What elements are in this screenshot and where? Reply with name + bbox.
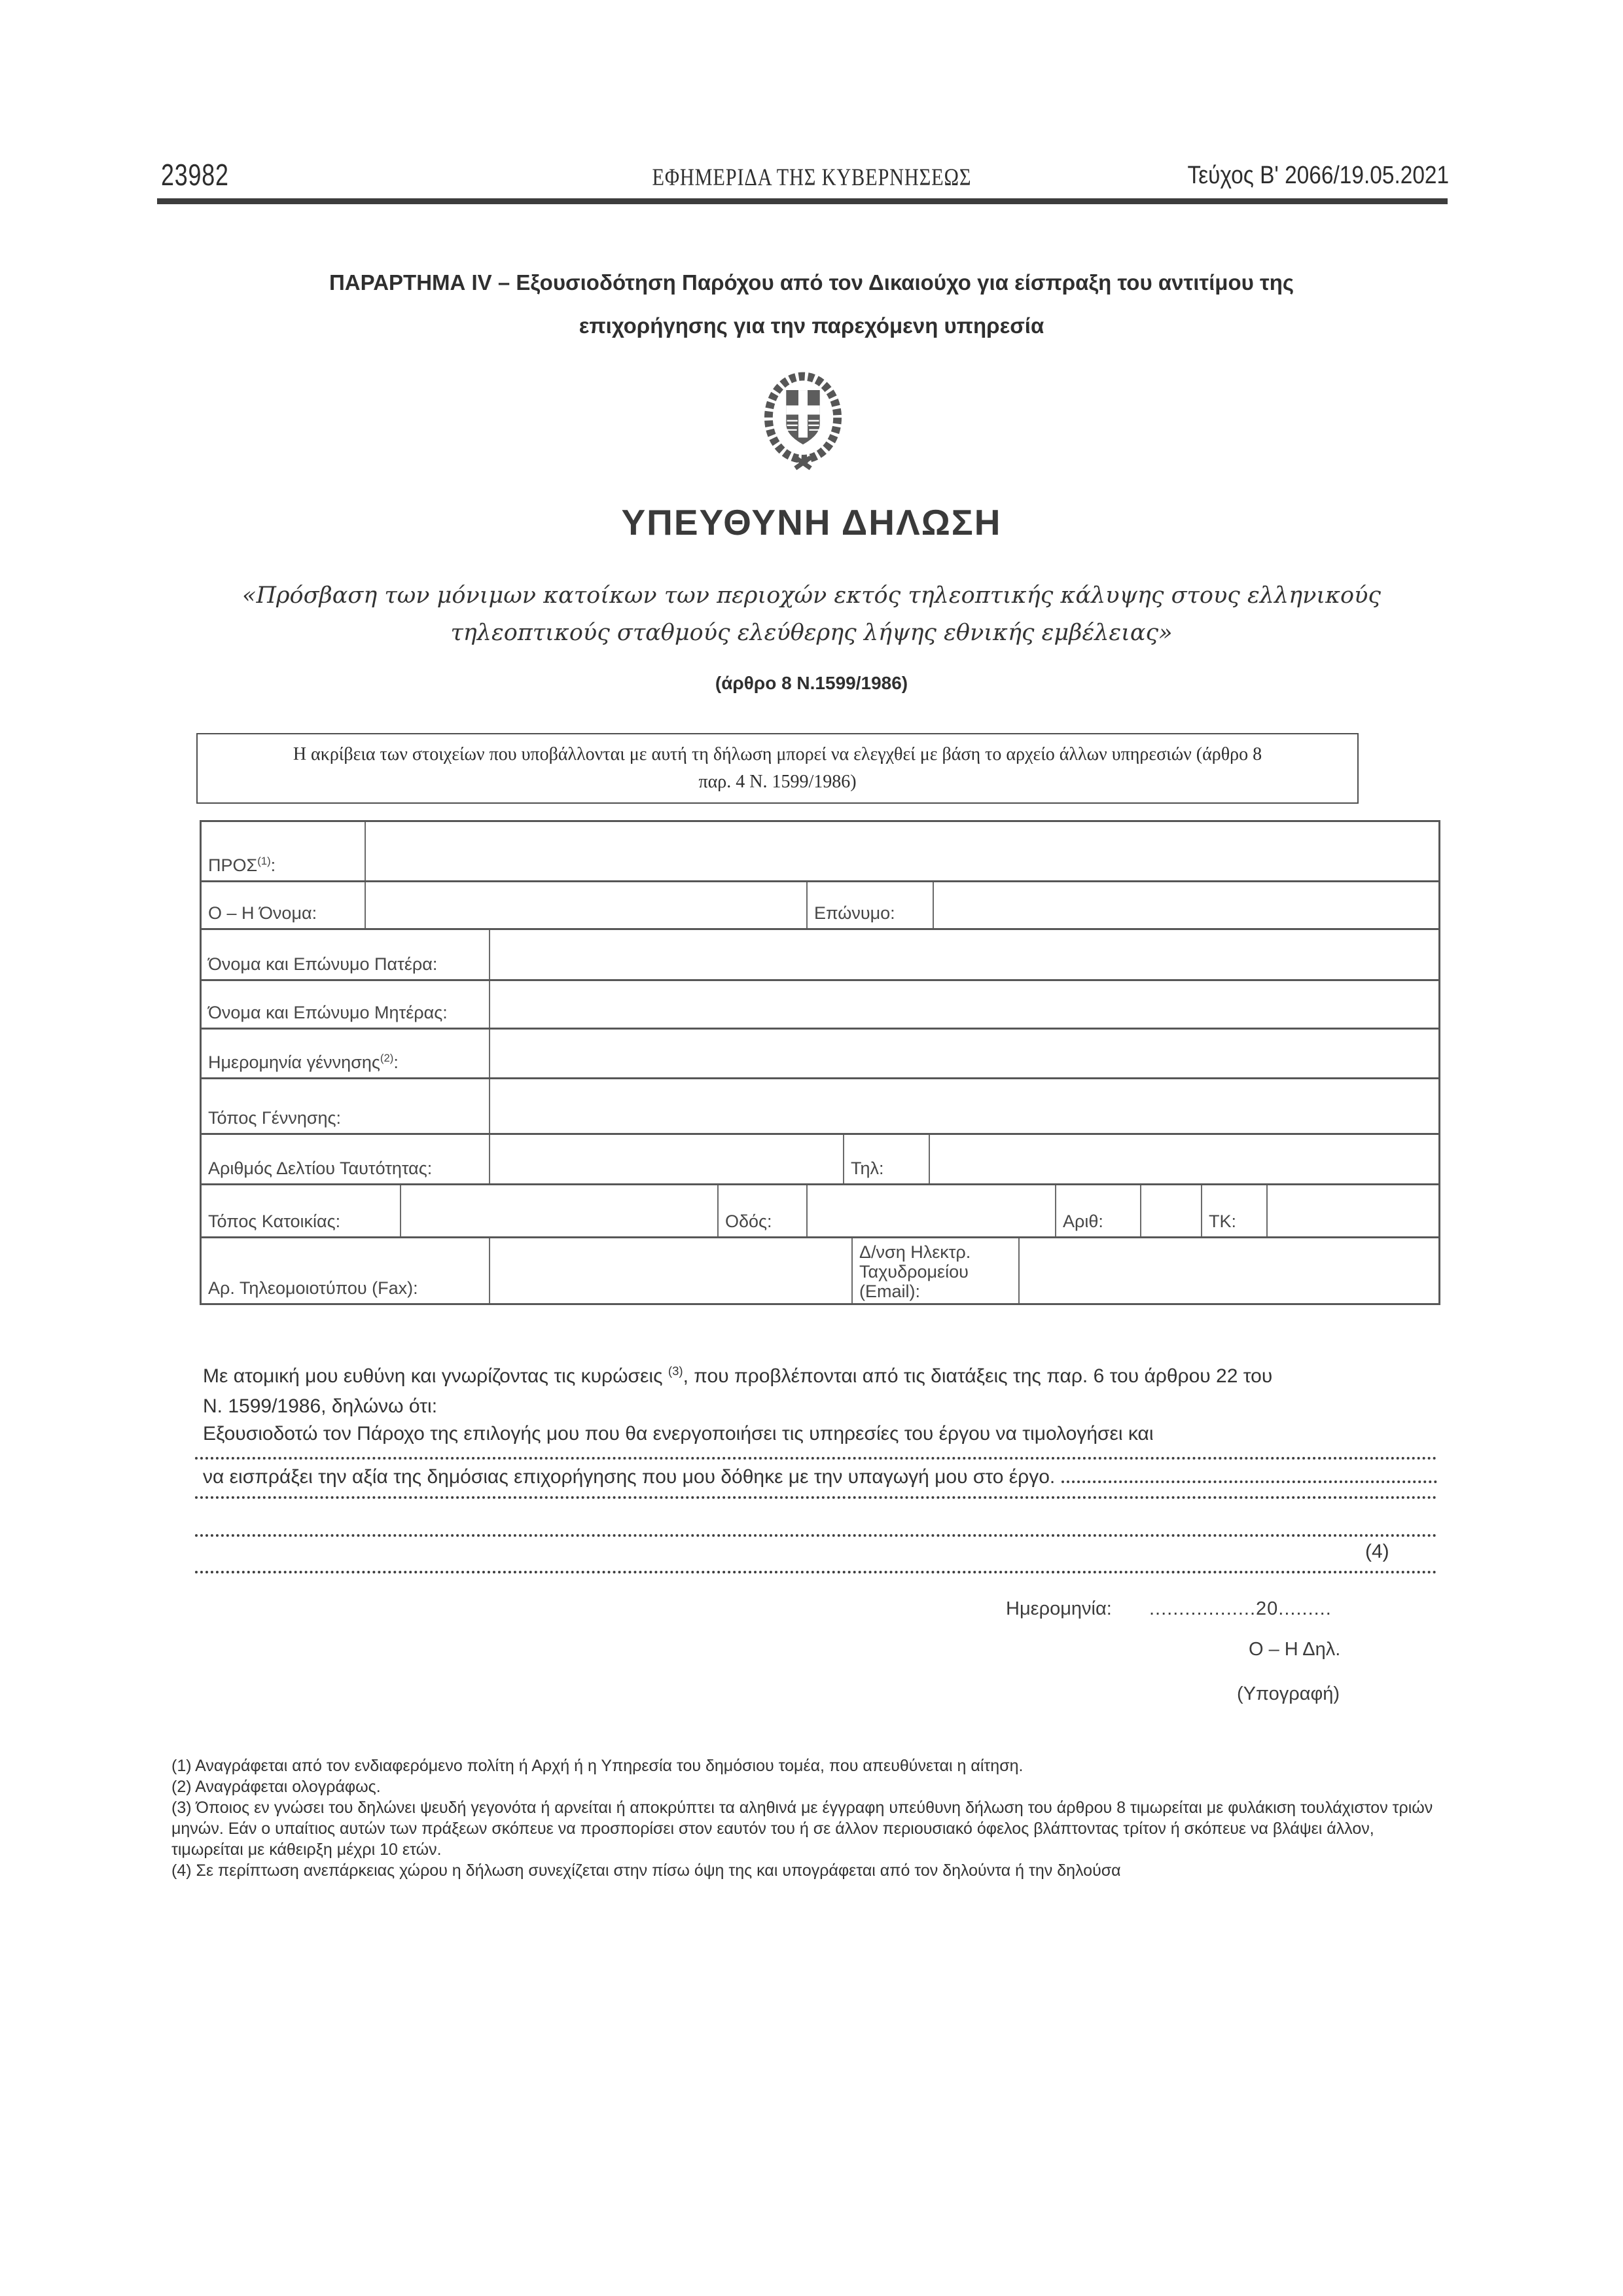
birthdate-label: Ημερομηνία γέννησης [208,1052,380,1072]
field-label-first-name: Ο – Η Όνομα: [202,882,366,928]
dotted-fill [1061,1480,1437,1483]
field-value-first-name [366,882,808,928]
field-value-pros [366,822,1438,880]
field-value-residence [401,1185,719,1236]
field-label-email: Δ/νση Ηλεκτρ. Ταχυδρομείου (Email): [853,1238,1020,1303]
field-value-street [808,1185,1056,1236]
pros-label: ΠΡΟΣ [208,855,258,875]
field-label-birthdate [202,1030,490,1077]
field-value-mother [490,981,1438,1028]
responsibility-footnote-ref: (3) [668,1364,683,1378]
declarant-label: Ο – Η Δηλ. [1249,1639,1341,1660]
declaration-heading: ΥΠΕΥΘΥΝΗ ΔΗΛΩΣΗ [621,502,1002,543]
collection-statement: να εισπράξει την αξία της δημόσιας επιχορήγησης που μου δόθηκε με την υπαγωγή μου στο έργο. [203,1466,1056,1488]
field-value-id-number [490,1135,844,1183]
field-label-id-number: Αριθμός Δελτίου Ταυτότητας: [202,1135,490,1183]
birthdate-footnote-ref: (2) [380,1052,394,1064]
footnote-2: (2) Αναγράφεται ολογράφως. [171,1778,381,1796]
field-value-email [1020,1238,1438,1303]
row-residence [202,1185,1438,1238]
responsibility-statement [203,1356,1446,1422]
annex-title [196,270,1427,339]
row-father [202,930,1438,981]
dotted-line-4 [195,1571,1437,1573]
gazette-title-text: ΕΦΗΜΕΡΙΔΑ ΤΗΣ ΚΥΒΕΡΝΗΣΕΩΣ [652,164,971,191]
row-birthplace [202,1079,1438,1135]
greek-coat-of-arms-icon [754,372,852,471]
declaration-form-table [200,820,1440,1305]
row-name [202,882,1438,930]
field-label-postcode: ΤΚ: [1202,1185,1268,1236]
law-reference: (άρθρο 8 Ν.1599/1986) [715,673,908,693]
field-value-street-number [1141,1185,1202,1236]
field-label-father: Όνομα και Επώνυμο Πατέρα: [202,930,490,979]
row-birthdate [202,1030,1438,1079]
field-label-birthplace: Τόπος Γέννησης: [202,1079,490,1133]
accuracy-notice-box [196,733,1359,804]
row-pros [202,822,1438,882]
header-rule [157,198,1448,204]
signature-label: (Υπογραφή) [1237,1683,1340,1704]
accuracy-notice-line1: Η ακρίβεια των στοιχείων που υποβάλλονται με αυτή τη δήλωση μπορεί να ελεγχθεί με βάση το αρχείο άλλων υπηρεσιών (άρθρο 8 [293,744,1262,764]
dotted-line-2 [195,1496,1437,1499]
footnote-4: (4) Σε περίπτωση ανεπάρκειας χώρου η δήλωση συνεχίζεται στην πίσω όψη της και υπογράφεται από τον δηλούντα ή την δηλούσα [171,1861,1121,1880]
footnotes [171,1755,1448,1881]
date-label: Ημερομηνία: [1006,1598,1112,1619]
pros-colon: : [270,855,276,875]
birthdate-colon: : [393,1052,399,1072]
footnote-1: (1) Αναγράφεται από τον ενδιαφερόμενο πολίτη ή Αρχή ή η Υπηρεσία του δημόσιου τομέα, που απευθύνεται η αίτηση. [171,1757,1024,1775]
dotted-line-3 [195,1534,1437,1537]
annex-title-line1: ΠΑΡΑΡΤΗΜΑ IV – Εξουσιοδότηση Παρόχου από τον Δικαιούχο για είσπραξη του αντιτίμου της [329,270,1294,295]
row-fax-email [202,1238,1438,1303]
row-mother [202,981,1438,1030]
field-label-street-number: Αριθ: [1056,1185,1141,1236]
declaration-subtitle-line2: τηλεοπτικούς σταθμούς ελεύθερης λήψης εθνικής εμβέλειας» [450,620,1173,646]
field-label-fax: Αρ. Τηλεομοιοτύπου (Fax): [202,1238,490,1303]
field-value-phone [930,1135,1438,1183]
authorization-statement: Εξουσιοδοτώ τον Πάροχο της επιλογής μου που θα ενεργοποιήσει τις υπηρεσίες του έργου να τιμολογήσει και [203,1423,1154,1444]
emblem [754,372,852,471]
field-label-phone: Τηλ: [844,1135,930,1183]
annex-title-line2: επιχορήγησης για την παρεχόμενη υπηρεσία [579,314,1044,338]
responsibility-line2: Ν. 1599/1986, δηλώνω ότι: [203,1395,438,1417]
field-value-birthdate [490,1030,1438,1077]
field-value-birthplace [490,1079,1438,1133]
field-value-surname [934,882,1438,928]
continuation-footnote-ref: (4) [1365,1541,1389,1562]
field-label-mother: Όνομα και Επώνυμο Μητέρας: [202,981,490,1028]
pros-footnote-ref: (1) [257,855,271,867]
date-dots: ..................20......... [1149,1598,1332,1619]
field-value-father [490,930,1438,979]
issue-info: Τεύχος Β' 2066/19.05.2021 [1187,162,1449,189]
field-label-residence: Τόπος Κατοικίας: [202,1185,401,1236]
page-number: 23982 [161,158,229,192]
footnote-3: (3) Όποιος εν γνώσει του δηλώνει ψευδή γεγονότα ή αρνείται ή αποκρύπτει τα αληθινά με έγγραφη υπεύθυνη δήλωση του άρθρου 8 τιμωρείται με φυλάκιση τουλάχιστον τριών μηνών. Εάν ο υπαίτιος αυτών των πράξεων σκόπευε να προσπορίσει στον εαυτόν του ή σε άλλον περιουσιακό όφελος βλάπτοντας τρίτον ή σκόπευε να βλάψει άλλον, τιμωρείται με κάθειρξη μέχρι 10 ετών. [171,1799,1433,1859]
field-label-pros [202,822,366,880]
row-id-phone [202,1135,1438,1185]
field-label-street: Οδός: [719,1185,808,1236]
accuracy-notice-line2: παρ. 4 Ν. 1599/1986) [698,772,857,792]
collection-statement-line [203,1466,1437,1488]
declaration-subtitle-line1: «Πρόσβαση των μόνιμων κατοίκων των περιοχών εκτός τηλεοπτικής κάλυψης στους ελληνικούς [242,583,1381,609]
field-value-fax [490,1238,853,1303]
field-value-postcode [1268,1185,1438,1236]
declaration-subtitle [131,577,1492,652]
dotted-line-1 [195,1457,1437,1460]
responsibility-post: , που προβλέπονται από τις διατάξεις της παρ. 6 του άρθρου 22 του [683,1365,1273,1387]
responsibility-pre: Με ατομική μου ευθύνη και γνωρίζοντας τις κυρώσεις [203,1365,668,1387]
field-label-surname: Επώνυμο: [808,882,934,928]
